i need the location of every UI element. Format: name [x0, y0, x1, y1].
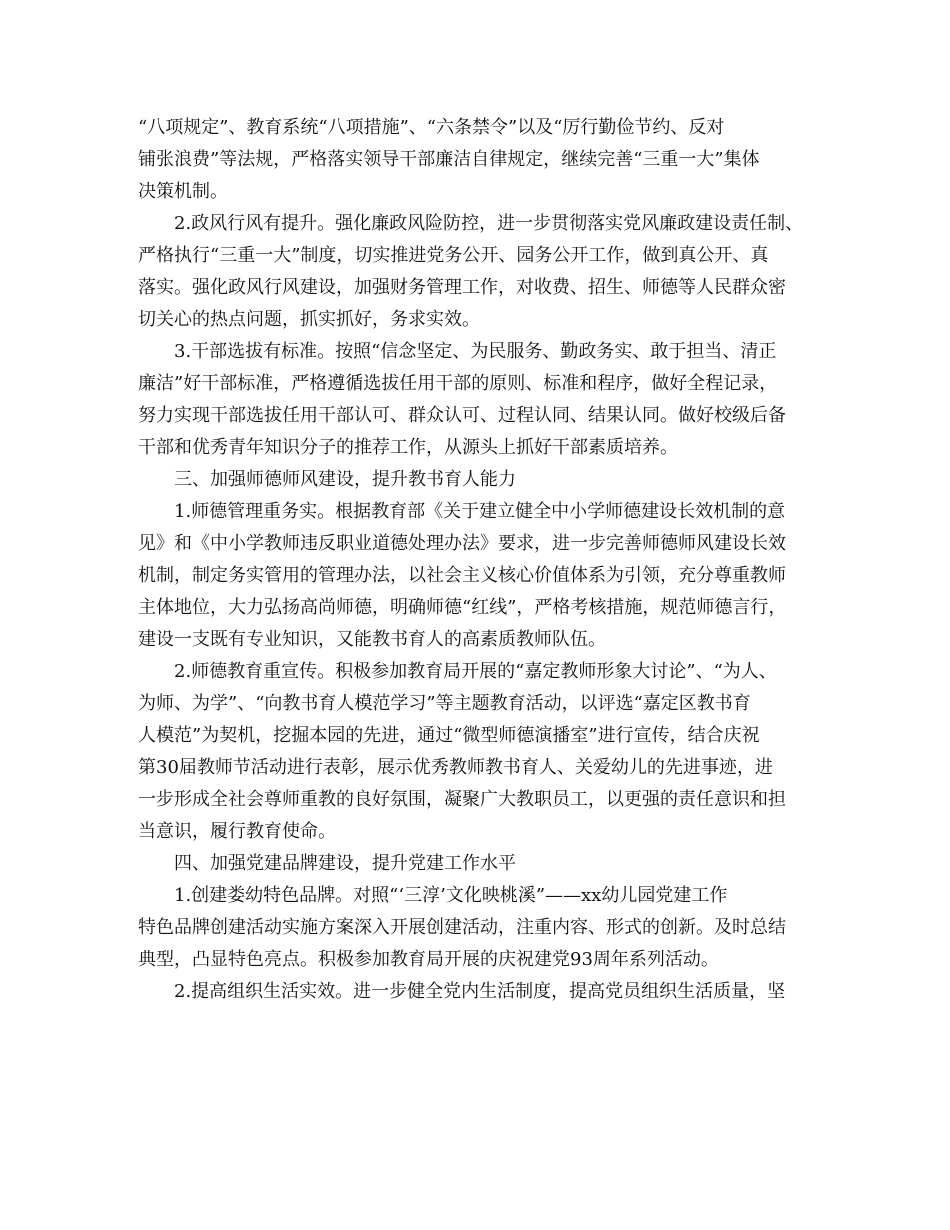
text-line: 2.政风行风有提升。强化廉政风险防控，进一步贯彻落实党风廉政建设责任制、 — [174, 213, 804, 234]
text-line: 第30届教师节活动进行表彰，展示优秀教师教书育人、关爱幼儿的先进事迹，进 — [138, 757, 773, 778]
text-line: 干部和优秀青年知识分子的推荐工作，从源头上抓好干部素质培养。 — [138, 437, 678, 458]
text-line: 一步形成全社会尊师重教的良好氛围，凝聚广大教职员工，以更强的责任意识和担 — [138, 789, 786, 810]
text-line: 四、加强党建品牌建设，提升党建工作水平 — [174, 853, 516, 874]
text-line: 见》和《中小学教师违反职业道德处理办法》要求，进一步完善师德师风建设长效 — [138, 533, 786, 554]
text-line: 三、加强师德师风建设，提升教书育人能力 — [174, 469, 516, 490]
text-line: 为师、为学”、“向教书育人模范学习”等主题教育活动，以评选“嘉定区教书育 — [138, 693, 751, 714]
text-line: 严格执行“三重一大”制度，切实推进党务公开、园务公开工作，做到真公开、真 — [138, 245, 769, 266]
text-line: 建设一支既有专业知识，又能教书育人的高素质教师队伍。 — [138, 629, 606, 650]
text-line: 当意识，履行教育使命。 — [138, 821, 336, 842]
text-line: 主体地位，大力弘扬高尚师德，明确师德“红线”，严格考核措施，规范师德言行， — [138, 597, 787, 618]
text-line: 切关心的热点问题，抓实抓好，务求实效。 — [138, 309, 480, 330]
text-line: 落实。强化政风行风建设，加强财务管理工作，对收费、招生、师德等人民群众密 — [138, 277, 786, 298]
document-body — [138, 112, 818, 1008]
text-line: 1.创建娄幼特色品牌。对照“‘三淳’文化映桃溪”——xx幼儿园党建工作 — [174, 885, 728, 906]
text-line: 1.师德管理重务实。根据教育部《关于建立健全中小学师德建设长效机制的意 — [174, 501, 786, 522]
text-line: 廉洁”好干部标准，严格遵循选拔任用干部的原则、标准和程序，做好全程记录， — [138, 373, 778, 394]
text-line: 3.干部选拔有标准。按照“信念坚定、为民服务、勤政务实、敢于担当、清正 — [174, 341, 777, 362]
text-line: 努力实现干部选拔任用干部认可、群众认可、过程认同、结果认同。做好校级后备 — [138, 405, 786, 426]
text-line: 2.师德教育重宣传。积极参加教育局开展的“嘉定教师形象大讨论”、“为人、 — [174, 661, 777, 682]
text-line: 典型，凸显特色亮点。积极参加教育局开展的庆祝建党93周年系列活动。 — [138, 949, 719, 970]
text-line: 机制，制定务实管用的管理办法，以社会主义核心价值体系为引领，充分尊重教师 — [138, 565, 786, 586]
text-line: 特色品牌创建活动实施方案深入开展创建活动，注重内容、形式的创新。及时总结 — [138, 917, 786, 938]
text-line: “八项规定”、教育系统“八项措施”、“六条禁令”以及“厉行勤俭节约、反对 — [138, 117, 725, 138]
text-line: 决策机制。 — [138, 181, 228, 202]
text-line: 铺张浪费”等法规，严格落实领导干部廉洁自律规定，继续完善“三重一大”集体 — [138, 149, 760, 170]
text-line: 人模范”为契机，挖掘本园的先进，通过“微型师德演播室”进行宣传，结合庆祝 — [138, 725, 760, 746]
text-line: 2.提高组织生活实效。进一步健全党内生活制度，提高党员组织生活质量，坚 — [174, 981, 786, 1002]
